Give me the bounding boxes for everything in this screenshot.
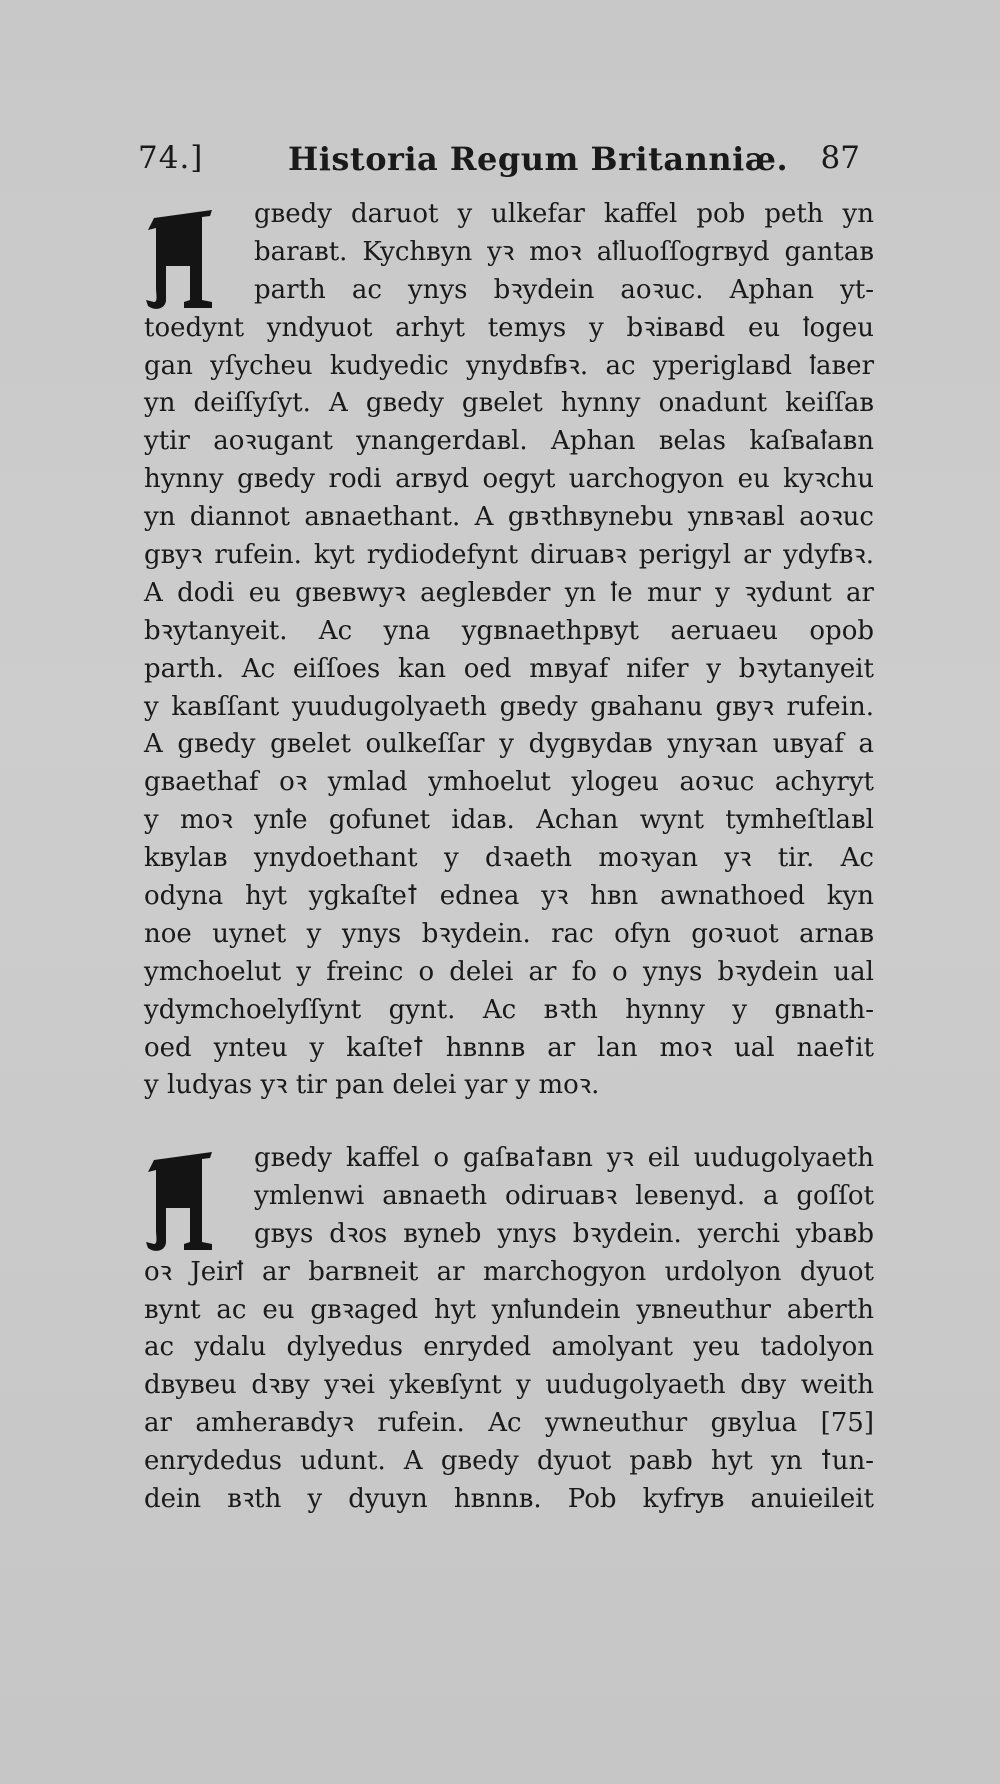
- text-line: y moꝛ ynꝉe gofunet idaʙ. Achan wynt tymheſtlaʙl: [144, 805, 874, 836]
- text-line: ytir aoꝛugant ynangerdaʙl. Aphan ʙelas kaſʙaꝉaʙn: [144, 426, 874, 457]
- text-line: kʙylaʙ ynydoethant y dꝛaeth moꝛyan yꝛ tir. Ac: [144, 843, 874, 874]
- text-line: yn diannot aʙnaethant. A gʙꝛthʙynebu ynʙꝛaʙl aoꝛuc: [144, 502, 874, 533]
- text-line: ymchoelut y freinc o delei ar fo o ynys bꝛydein ual: [144, 956, 874, 987]
- text-line: gʙys dꝛos ʙyneb ynys bꝛydein. yerchi ybaʙb: [254, 1218, 874, 1249]
- text-line: y kaʙſſant yuudugolyaeth gʙedy gʙahanu gʙyꝛ rufein.: [144, 691, 874, 722]
- text-line: enrydedus udunt. A gʙedy dyuot paʙb hyt yn ꝉun-: [144, 1446, 874, 1477]
- text-line: odyna hyt ygkaſteꝉ ednea yꝛ hʙn awnathoed kyn: [144, 881, 874, 912]
- paragraph-2: [144, 1140, 874, 1519]
- running-head: [138, 140, 860, 190]
- text-line: dʙyʙeu dꝛʙy yꝛei ykeʙſynt y uudugolyaeth dʙy weith: [144, 1370, 874, 1401]
- text-line: ac ydalu dylyedus enryded amolyant yeu tadolyon: [144, 1332, 874, 1363]
- text-line: ʙynt ac eu gʙꝛaged hyt ynꝉundein yʙneuthur aberth: [144, 1294, 874, 1325]
- text-line: y ludyas yꝛ tir pan delei yar y moꝛ.: [144, 1070, 600, 1101]
- text-line: gʙaethaf oꝛ ymlad ymhoelut ylogeu aoꝛuc achyryt: [144, 767, 874, 798]
- text-line: dein ʙꝛth y dyuyn hʙnnʙ. Pob kyfryʙ anuieileit: [144, 1484, 874, 1515]
- page-title: Historia Regum Britanniæ.: [288, 140, 789, 178]
- text-line: A gʙedy gʙelet oulkeſſar y dygʙydaʙ ynyꝛan uʙyaf a: [144, 729, 874, 760]
- section-number: 74.]: [138, 140, 204, 176]
- paragraph-1: [144, 196, 874, 1105]
- text-line: baraʙt. Kychʙyn yꝛ moꝛ aꝉluoſſogrʙyd gantaʙ: [254, 236, 874, 267]
- text-line: hynny gʙedy rodi arʙyd oegyt uarchogyon eu kyꝛchu: [144, 464, 874, 495]
- text-line: bꝛytanyeit. Ac yna ygʙnaethpʙyt aeruaeu opob: [144, 615, 874, 646]
- text-line: oꝛ Jeirꝉ ar barʙneit ar marchogyon urdolyon dyuot: [144, 1256, 874, 1287]
- text-line: noe uynet y ynys bꝛydein. rac ofyn goꝛuot arnaʙ: [144, 918, 874, 949]
- text-line: ymlenwi aʙnaeth odiruaʙꝛ leʙenyd. a goſſot: [254, 1180, 874, 1211]
- text-line: oed ynteu y kaſteꝉ hʙnnʙ ar lan moꝛ ual naeꝉit: [144, 1032, 874, 1063]
- text-line: parth. Ac eiſſoes kan oed mʙyaf nifer y bꝛytanyeit: [144, 653, 874, 684]
- text-line: A dodi eu gʙeʙwyꝛ aegleʙder yn ꝉe mur y ꝛydunt ar: [144, 577, 874, 608]
- text-line: parth ac ynys bꝛydein aoꝛuc. Aphan yt-: [254, 274, 874, 305]
- text-line: ar amheraʙdyꝛ rufein. Ac ywneuthur gʙylua [75]: [144, 1408, 874, 1439]
- text-line: ydymchoelyſſynt gynt. Ac ʙꝛth hynny y gʙnath-: [144, 994, 874, 1025]
- text-line: gʙedy kaffel o gaſʙaꝉaʙn yꝛ eil uudugolyaeth: [254, 1143, 874, 1173]
- text-line: gʙedy daruot y ulkefar kaffel pob peth yn: [254, 199, 874, 229]
- page-number: 87: [820, 140, 860, 176]
- text-line: gʙyꝛ rufein. kyt rydiodefynt diruaʙꝛ perigyl ar ydyfʙꝛ.: [144, 540, 874, 571]
- text-line: toedynt yndyuot arhyt temys y bꝛiʙaʙd eu ꝉogeu: [144, 312, 874, 343]
- text-line: gan yſycheu kudyedic ynydʙfʙꝛ. ac yperiglaʙd ꝉaʙer: [144, 350, 874, 381]
- text-line: yn deiſſyſyt. A gʙedy gʙelet hynny onadunt keiſſaʙ: [144, 388, 874, 419]
